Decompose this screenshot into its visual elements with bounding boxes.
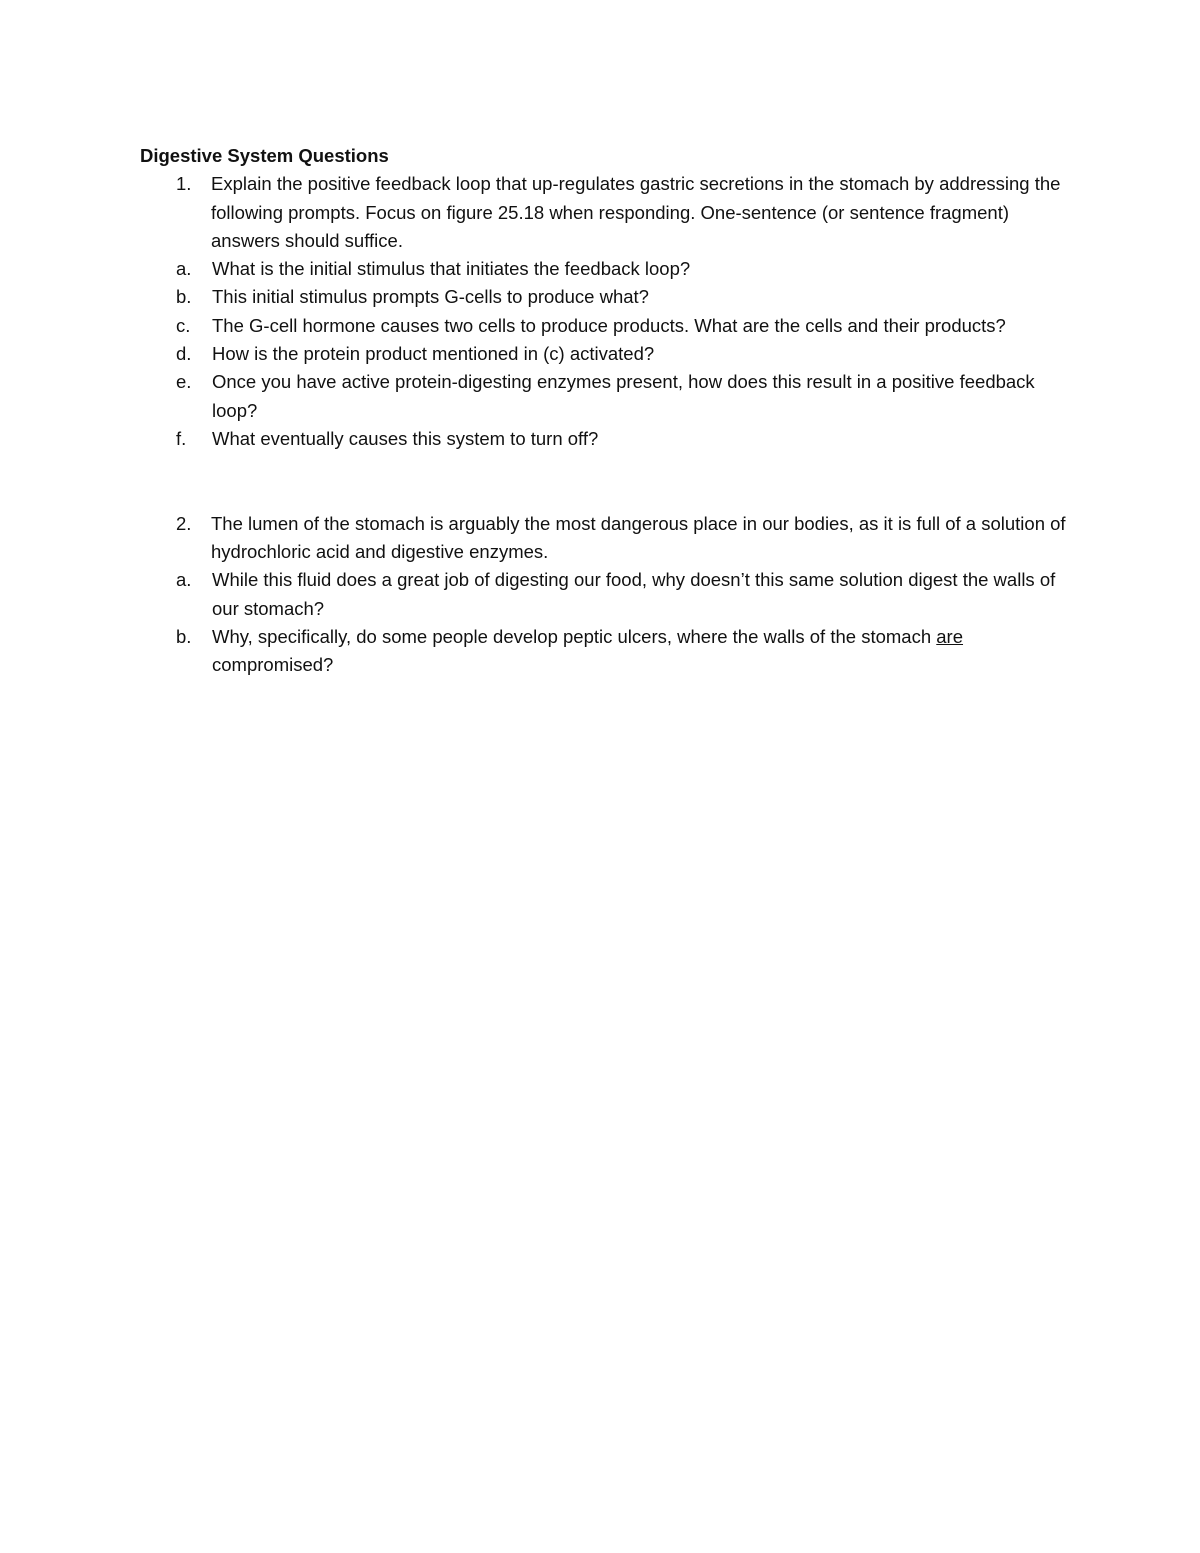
subquestion-letter: b. [176,626,192,648]
subquestion-text-end: compromised? [212,654,334,676]
subquestion-letter: e. [176,371,192,393]
subquestion-letter: a. [176,569,192,591]
subquestion-text: What is the initial stimulus that initiates the feedback loop? [212,258,691,280]
question-1 [140,170,1070,255]
subquestion-text: While this fluid does a great job of digesting our food, why doesn’t this same solution digest the walls of our stomach? [212,569,1056,619]
document-title: Digestive System Questions [140,145,389,166]
subquestion-text: How is the protein product mentioned in (c) activated? [212,343,655,365]
subquestion-letter: a. [176,258,192,280]
subquestion-text [212,626,963,675]
question-text: The lumen of the stomach is arguably the most dangerous place in our bodies, as it is full of a solution of hydrochloric acid and digestive enzymes. [211,512,1066,563]
document-content [140,142,1070,680]
subquestion-letter: b. [176,286,192,308]
question-1-subquestions [140,255,1070,453]
underlined-word: are [936,626,964,648]
subquestion-1e [140,368,1070,425]
subquestion-text: The G-cell hormone causes two cells to produce products. What are the cells and their products? [212,314,1006,336]
subquestion-2a [140,566,1070,623]
question-2 [140,510,1070,567]
subquestion-1b [140,283,1070,311]
subquestion-text: This initial stimulus prompts G-cells to produce what? [212,286,649,308]
subquestion-1a [140,255,1070,283]
subquestion-text: What eventually causes this system to turn off? [212,427,599,449]
question-number: 1. [176,173,192,195]
subquestion-letter: d. [176,343,192,365]
subquestion-1c [140,312,1070,340]
question-2-subquestions [140,566,1070,679]
subquestion-1f [140,425,1070,453]
subquestion-2b [140,623,1070,680]
question-number: 2. [176,512,192,534]
subquestion-letter: f. [176,427,187,449]
subquestion-letter: c. [176,314,191,336]
subquestion-1d [140,340,1070,368]
subquestion-text-start: Why, specifically, do some people develop peptic ulcers, where the walls of the stomach [212,626,937,648]
question-text: Explain the positive feedback loop that up-regulates gastric secretions in the stomach by addressing the following prompts. Focus on figure 25.18 when responding. One-sentence (or sentence fragment) answers should suffice. [211,173,1061,251]
subquestion-text: Once you have active protein-digesting enzymes present, how does this result in a positive feedback loop? [212,371,1035,421]
